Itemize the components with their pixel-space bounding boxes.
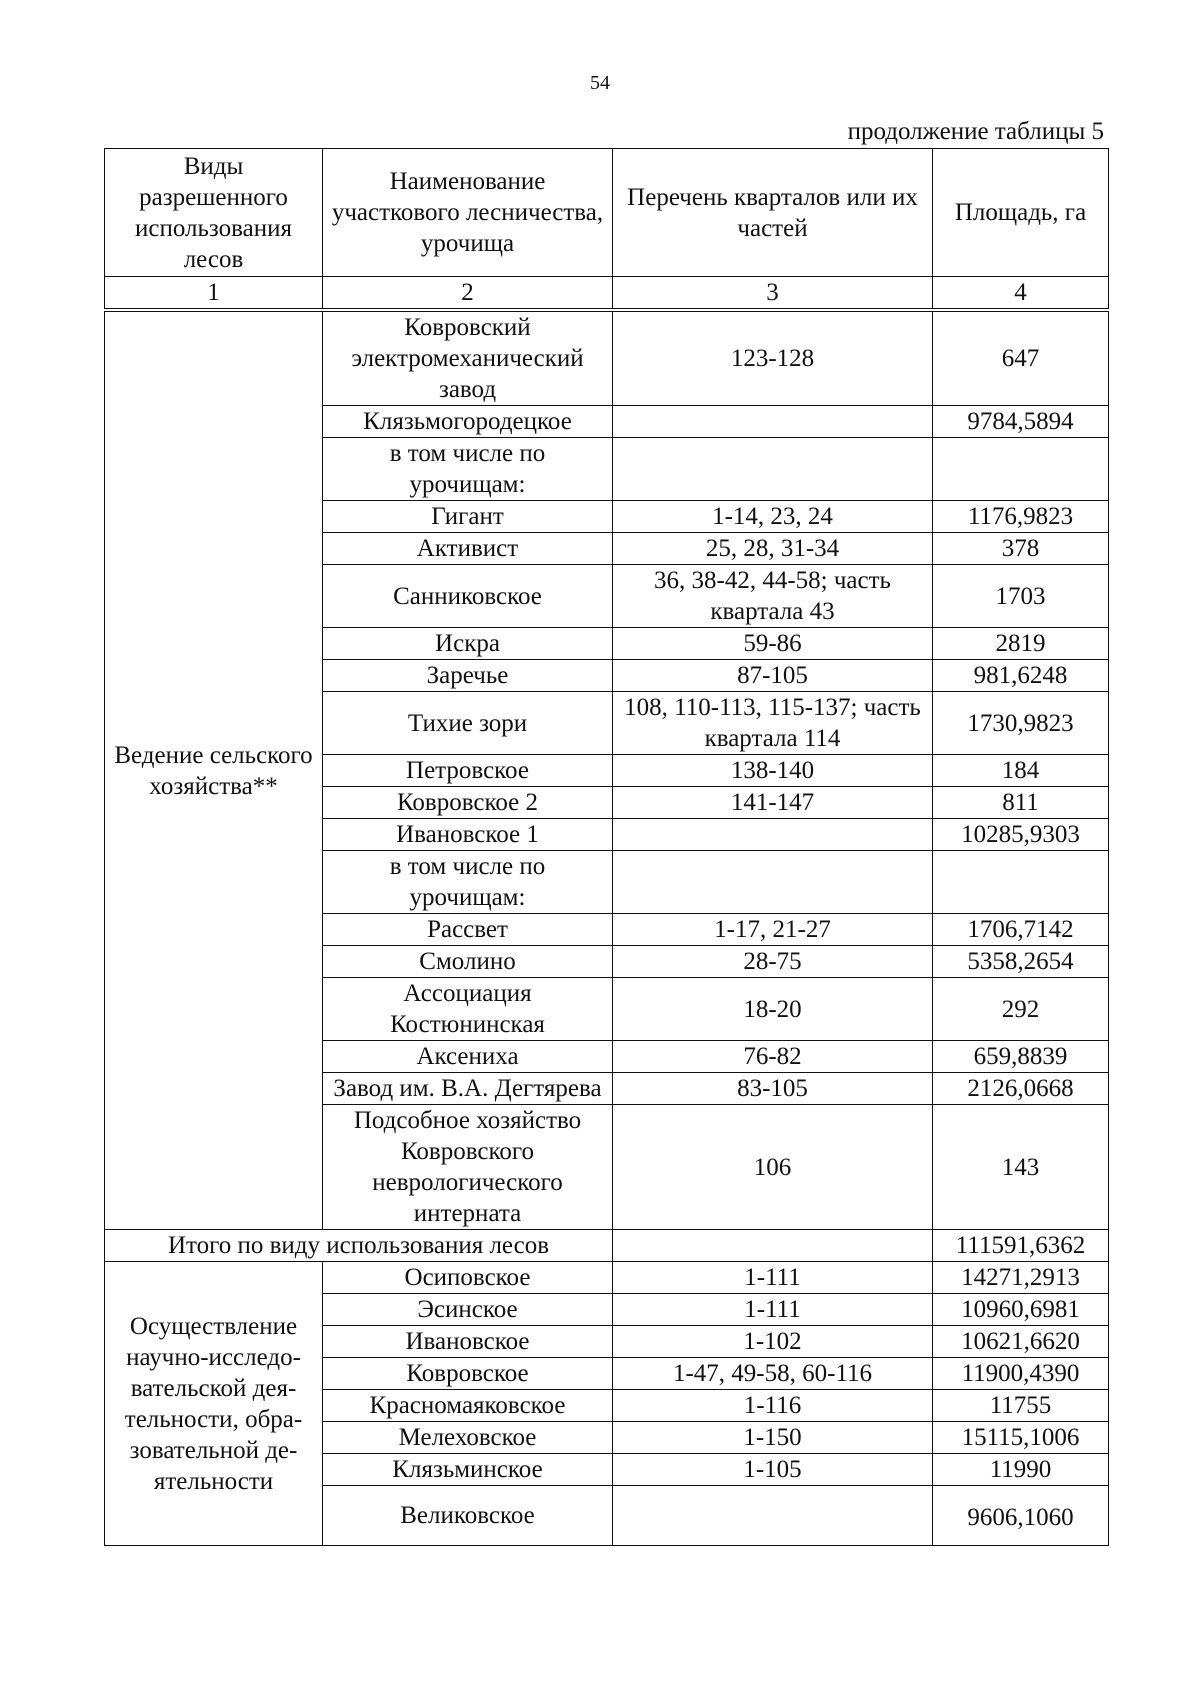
forestry-name-cell: Ковровское <box>323 1358 613 1390</box>
forestry-name-cell: Смолино <box>323 946 613 978</box>
area-cell: 14271,2913 <box>933 1262 1109 1294</box>
forestry-name-cell: Клязьминское <box>323 1454 613 1486</box>
area-cell: 11990 <box>933 1454 1109 1486</box>
table-row <box>105 1262 1109 1294</box>
quarters-cell: 1-47, 49-58, 60-116 <box>613 1358 933 1390</box>
quarters-cell: 1-116 <box>613 1390 933 1422</box>
forestry-name-cell: в том числе по урочищам: <box>323 851 613 914</box>
table-row <box>105 310 1109 406</box>
forestry-name-cell: Ассоциация Костюнинская <box>323 978 613 1041</box>
forestry-name-cell: Клязьмогородецкое <box>323 406 613 438</box>
forestry-name-cell: в том числе по урочищам: <box>323 438 613 501</box>
forestry-name-cell: Завод им. В.А. Дегтярева <box>323 1073 613 1105</box>
page-number: 54 <box>590 72 610 94</box>
quarters-cell: 87-105 <box>613 660 933 692</box>
quarters-cell: 18-20 <box>613 978 933 1041</box>
total-area: 111591,6362 <box>933 1230 1109 1262</box>
quarters-cell <box>613 438 933 501</box>
area-cell: 1706,7142 <box>933 914 1109 946</box>
area-cell: 659,8839 <box>933 1041 1109 1073</box>
forestry-name-cell: Заречье <box>323 660 613 692</box>
quarters-cell <box>613 851 933 914</box>
quarters-cell: 59-86 <box>613 628 933 660</box>
quarters-cell: 123-128 <box>613 310 933 406</box>
area-cell: 15115,1006 <box>933 1422 1109 1454</box>
forestry-name-cell: Мелеховское <box>323 1422 613 1454</box>
area-cell <box>933 438 1109 501</box>
forestry-name-cell: Осиповское <box>323 1262 613 1294</box>
total-label: Итого по виду использования лесов <box>105 1230 613 1262</box>
area-cell: 10285,9303 <box>933 819 1109 851</box>
column-number: 3 <box>613 277 933 311</box>
quarters-cell: 36, 38-42, 44-58; часть квартала 43 <box>613 565 933 628</box>
table-continuation-caption: продолжение таблицы 5 <box>847 118 1104 145</box>
use-type-research-education: Осуществление научно-исследо-вательской дея-тельности, обра-зовательной де-ятельности <box>105 1262 323 1546</box>
forestry-name-cell: Ивановское 1 <box>323 819 613 851</box>
quarters-cell: 1-111 <box>613 1294 933 1326</box>
forestry-name-cell: Активист <box>323 533 613 565</box>
forestry-name-cell: Эсинское <box>323 1294 613 1326</box>
area-cell: 292 <box>933 978 1109 1041</box>
quarters-cell: 1-102 <box>613 1326 933 1358</box>
quarters-cell: 1-17, 21-27 <box>613 914 933 946</box>
forestry-name-cell: Ковровское 2 <box>323 787 613 819</box>
quarters-cell: 1-14, 23, 24 <box>613 501 933 533</box>
area-cell: 143 <box>933 1105 1109 1230</box>
forestry-name-cell: Рассвет <box>323 914 613 946</box>
area-cell: 1703 <box>933 565 1109 628</box>
area-cell: 9784,5894 <box>933 406 1109 438</box>
forest-use-table <box>104 148 1109 1546</box>
forestry-name-cell: Ивановское <box>323 1326 613 1358</box>
quarters-cell: 83-105 <box>613 1073 933 1105</box>
quarters-cell <box>613 1486 933 1546</box>
area-cell: 378 <box>933 533 1109 565</box>
column-number: 2 <box>323 277 613 311</box>
total-quarters <box>613 1230 933 1262</box>
area-cell: 5358,2654 <box>933 946 1109 978</box>
column-number: 4 <box>933 277 1109 311</box>
quarters-cell: 1-105 <box>613 1454 933 1486</box>
area-cell: 184 <box>933 755 1109 787</box>
forestry-name-cell: Санниковское <box>323 565 613 628</box>
quarters-cell <box>613 406 933 438</box>
forestry-name-cell: Гигант <box>323 501 613 533</box>
area-cell: 1730,9823 <box>933 692 1109 755</box>
quarters-cell: 106 <box>613 1105 933 1230</box>
header-quarters: Перечень кварталов или их частей <box>613 149 933 277</box>
area-cell: 10960,6981 <box>933 1294 1109 1326</box>
header-use-type: Виды разрешенного использования лесов <box>105 149 323 277</box>
forestry-name-cell: Красномаяковское <box>323 1390 613 1422</box>
quarters-cell <box>613 819 933 851</box>
area-cell: 811 <box>933 787 1109 819</box>
forestry-name-cell: Подсобное хозяйство Ковровского неврологического интерната <box>323 1105 613 1230</box>
header-area: Площадь, га <box>933 149 1109 277</box>
area-cell: 2819 <box>933 628 1109 660</box>
total-row <box>105 1230 1109 1262</box>
use-type-agriculture: Ведение сельского хозяйства** <box>105 310 323 1230</box>
area-cell <box>933 851 1109 914</box>
column-number-row <box>105 277 1109 311</box>
area-cell: 2126,0668 <box>933 1073 1109 1105</box>
quarters-cell: 28-75 <box>613 946 933 978</box>
forestry-name-cell: Петровское <box>323 755 613 787</box>
quarters-cell: 76-82 <box>613 1041 933 1073</box>
area-cell: 11755 <box>933 1390 1109 1422</box>
forestry-name-cell: Ковровский электромеханический завод <box>323 310 613 406</box>
forestry-name-cell: Тихие зори <box>323 692 613 755</box>
quarters-cell: 1-150 <box>613 1422 933 1454</box>
quarters-cell: 108, 110-113, 115-137; часть квартала 114 <box>613 692 933 755</box>
column-number: 1 <box>105 277 323 311</box>
area-cell: 9606,1060 <box>933 1486 1109 1546</box>
area-cell: 981,6248 <box>933 660 1109 692</box>
quarters-cell: 25, 28, 31-34 <box>613 533 933 565</box>
area-cell: 1176,9823 <box>933 501 1109 533</box>
area-cell: 11900,4390 <box>933 1358 1109 1390</box>
area-cell: 647 <box>933 310 1109 406</box>
forestry-name-cell: Аксениха <box>323 1041 613 1073</box>
area-cell: 10621,6620 <box>933 1326 1109 1358</box>
quarters-cell: 138-140 <box>613 755 933 787</box>
header-row <box>105 149 1109 277</box>
forestry-name-cell: Искра <box>323 628 613 660</box>
quarters-cell: 141-147 <box>613 787 933 819</box>
forestry-name-cell: Великовское <box>323 1486 613 1546</box>
quarters-cell: 1-111 <box>613 1262 933 1294</box>
header-forestry-name: Наименование участкового лесничества, урочища <box>323 149 613 277</box>
